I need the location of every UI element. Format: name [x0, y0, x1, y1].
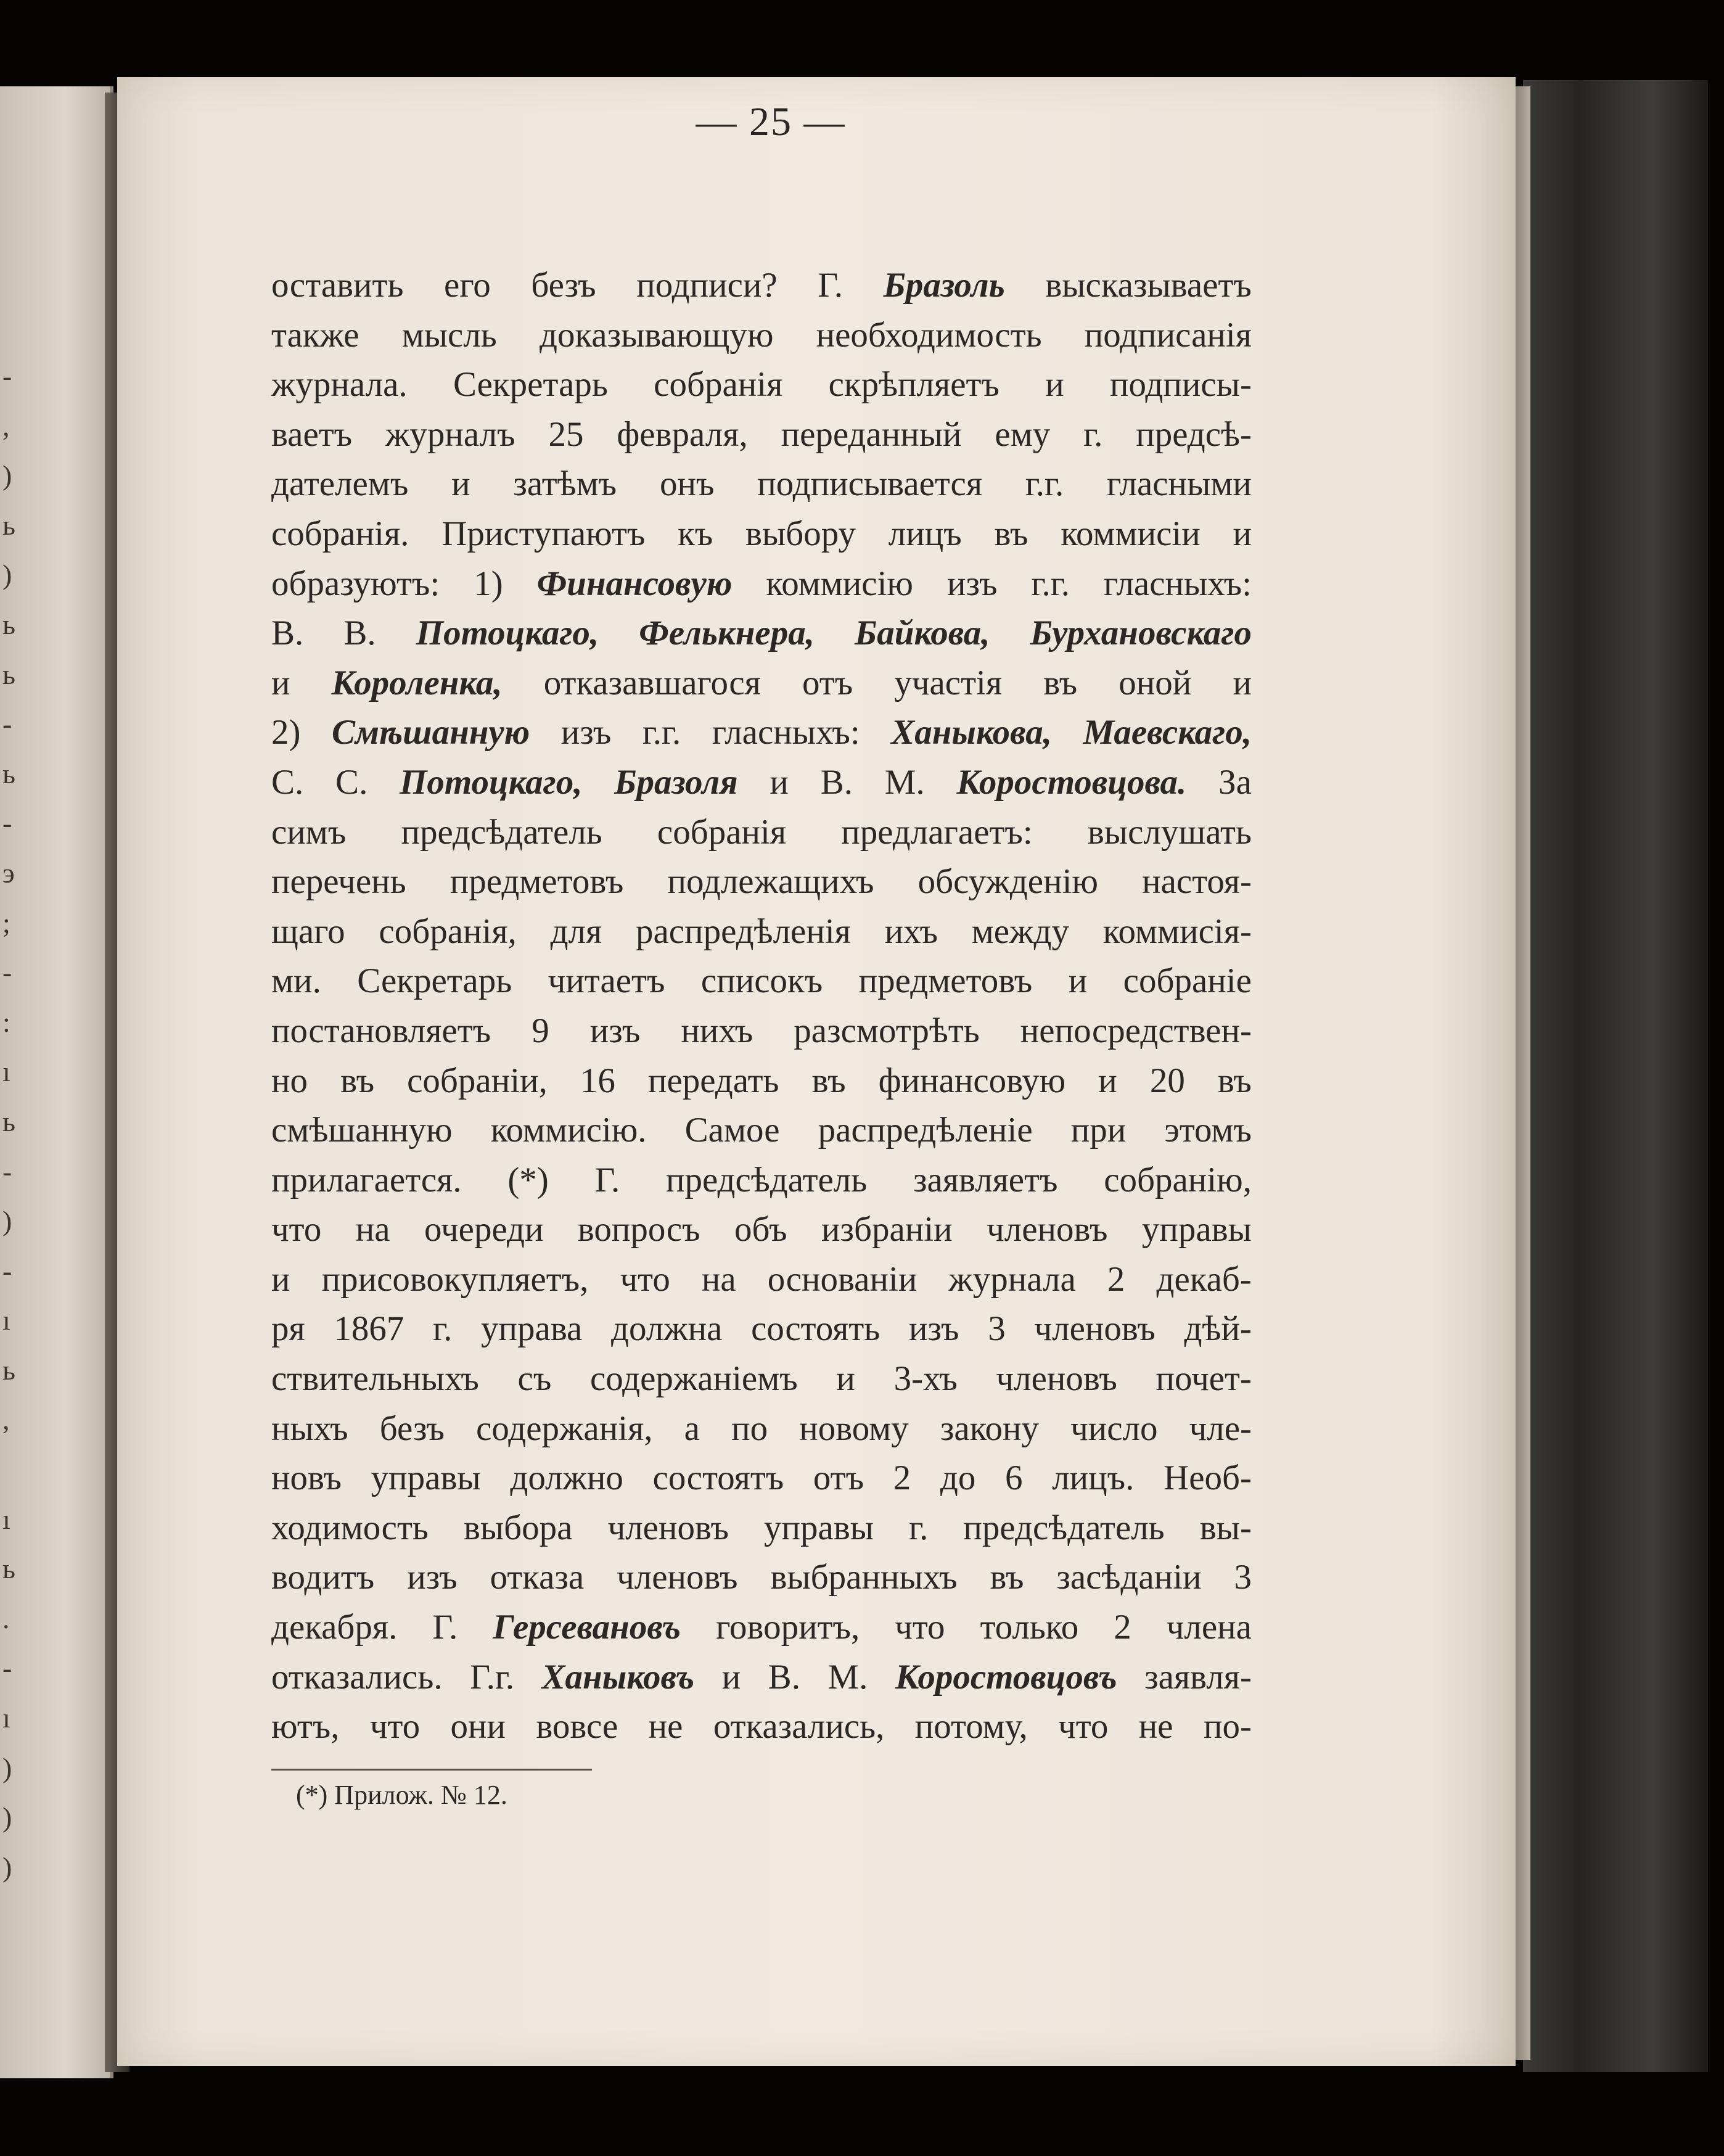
- word: 3: [1234, 1558, 1252, 1597]
- text-line: [271, 911, 1252, 961]
- word: собранія.: [271, 514, 409, 553]
- previous-page-fragment: -: [2, 1652, 12, 1684]
- word: только: [980, 1608, 1079, 1647]
- text-line: [271, 1508, 1252, 1558]
- word: щаго: [271, 911, 345, 951]
- word: ходимость: [271, 1508, 429, 1547]
- word: скрѣпляетъ: [828, 365, 1000, 405]
- previous-page-fragment: ;: [2, 907, 10, 939]
- word: декабря.: [271, 1608, 398, 1647]
- previous-page-fragment: ı: [2, 1056, 10, 1088]
- previous-page-fragment: :: [2, 1006, 10, 1038]
- word: подписывается: [757, 464, 983, 504]
- word: почет-: [1155, 1359, 1252, 1399]
- word: предсѣдатель: [665, 1160, 868, 1199]
- word: ныхъ: [271, 1409, 348, 1448]
- word: нихъ: [681, 1011, 753, 1050]
- word: въ: [1043, 663, 1078, 702]
- text-line: [271, 564, 1252, 614]
- word: для: [550, 911, 602, 951]
- word: и: [1045, 365, 1064, 405]
- word: предсѣдатель: [401, 812, 602, 852]
- previous-page-fragment: ı: [2, 1503, 10, 1535]
- italic-name: Финансовую: [536, 564, 733, 603]
- word: коммисія-: [1102, 911, 1252, 951]
- word: коммисіи: [1061, 514, 1201, 553]
- word: изъ: [407, 1558, 458, 1597]
- word: распредѣленія: [636, 911, 851, 951]
- word: новъ: [271, 1459, 342, 1498]
- word: управы: [1141, 1210, 1252, 1249]
- word: содержанія,: [476, 1409, 653, 1448]
- word: и: [770, 762, 789, 802]
- word: г.: [1083, 414, 1103, 454]
- previous-page-fragment: ): [2, 1751, 12, 1784]
- word: смѣшанную: [271, 1111, 453, 1150]
- word: избраніи: [821, 1210, 953, 1249]
- word: ихъ: [884, 911, 938, 951]
- word: г.г.: [1031, 564, 1070, 603]
- word: отказа: [490, 1558, 585, 1597]
- word: число: [1070, 1409, 1158, 1448]
- word: состоятъ: [652, 1459, 784, 1498]
- text-line: [271, 1359, 1252, 1409]
- previous-page-edge: [0, 86, 113, 2078]
- word: г.: [909, 1508, 929, 1547]
- word: Самое: [684, 1111, 780, 1150]
- previous-page-fragment: ,: [2, 1404, 10, 1436]
- word: вы-: [1199, 1508, 1252, 1547]
- word: С.: [335, 762, 368, 802]
- word: на: [355, 1210, 390, 1249]
- italic-name: Герсевановъ: [493, 1608, 681, 1647]
- word: содержаніемъ: [589, 1359, 798, 1399]
- text-line: [271, 1657, 1252, 1707]
- word: мысль: [401, 315, 497, 355]
- word: доказывающую: [539, 315, 774, 355]
- word: 2: [1114, 1608, 1131, 1647]
- word: члена: [1166, 1608, 1252, 1647]
- word: подписанія: [1084, 315, 1252, 355]
- word: оной: [1119, 663, 1192, 702]
- word: между: [971, 911, 1069, 951]
- text-line: [271, 1309, 1252, 1359]
- word: что: [271, 1210, 322, 1249]
- word: М.: [884, 762, 925, 802]
- word: 16: [580, 1061, 615, 1100]
- word: чле-: [1189, 1409, 1252, 1448]
- word: февраля,: [617, 414, 748, 454]
- word: и: [1068, 961, 1088, 1001]
- word: членовъ: [996, 1359, 1117, 1399]
- previous-page-fragment: -: [2, 1254, 12, 1286]
- word: этомъ: [1164, 1111, 1252, 1150]
- word: журнала: [948, 1259, 1076, 1299]
- word: предметовъ: [858, 961, 1033, 1001]
- italic-name: Фелькнера,: [639, 614, 815, 653]
- word: подписи?: [636, 266, 778, 305]
- text-line: [271, 1110, 1252, 1160]
- previous-page-fragment: ь: [2, 658, 15, 690]
- word: образуютъ:: [271, 564, 440, 603]
- previous-page-fragment: ): [2, 1801, 12, 1833]
- word: заявляетъ: [913, 1160, 1058, 1199]
- word: ря: [271, 1309, 305, 1349]
- italic-name: Бурхановскаго: [1030, 614, 1252, 653]
- previous-page-fragment: ь: [2, 509, 15, 541]
- word: передать: [647, 1061, 779, 1100]
- word: затѣмъ: [513, 464, 617, 504]
- footnote-divider: [271, 1769, 592, 1771]
- word: а: [684, 1409, 700, 1448]
- italic-name: Потоцкаго,: [400, 762, 583, 802]
- italic-name: Короленка,: [331, 663, 503, 702]
- word: дѣй-: [1184, 1309, 1252, 1349]
- previous-page-fragment: ı: [2, 1304, 10, 1336]
- word: оставить: [271, 266, 404, 305]
- word: В.: [271, 614, 304, 653]
- text-line: [271, 414, 1252, 464]
- word: лицъ: [888, 514, 962, 553]
- word: отказались.: [271, 1657, 443, 1697]
- word: выбору: [745, 514, 856, 553]
- word: собранія: [654, 365, 783, 405]
- word: 1867: [334, 1309, 404, 1349]
- word: обсужденію: [917, 862, 1098, 902]
- italic-name: Ханыковъ: [541, 1657, 695, 1697]
- word: (*): [507, 1160, 549, 1199]
- word: изъ: [560, 713, 612, 752]
- previous-page-fragment: -: [2, 807, 12, 839]
- word: должна: [611, 1309, 723, 1349]
- word: предлагаетъ:: [841, 812, 1033, 852]
- word: новому: [799, 1409, 909, 1448]
- word: Г.: [818, 266, 844, 305]
- word: гласными: [1107, 464, 1252, 504]
- previous-page-fragment: -: [2, 708, 12, 740]
- text-line: [271, 1409, 1252, 1459]
- previous-page-fragment: ): [2, 1851, 12, 1883]
- word: заявля-: [1144, 1657, 1252, 1697]
- word: Необ-: [1164, 1459, 1252, 1498]
- word: и: [836, 1359, 855, 1399]
- word: членовъ: [617, 1558, 738, 1597]
- text-line: [271, 315, 1252, 365]
- word: выбора: [463, 1508, 573, 1547]
- word: изъ: [909, 1309, 959, 1349]
- word: непосредствен-: [1020, 1011, 1252, 1050]
- word: предсѣдатель: [963, 1508, 1165, 1547]
- page-body-text: [271, 265, 1252, 1756]
- previous-page-fragment: ь: [2, 608, 15, 640]
- word: 2: [1107, 1259, 1125, 1299]
- word: закону: [940, 1409, 1039, 1448]
- previous-page-fragment: -: [2, 1155, 12, 1187]
- word: въ: [1217, 1061, 1252, 1100]
- text-line: [271, 762, 1252, 812]
- word: Приступаютъ: [441, 514, 646, 553]
- word: безъ: [379, 1409, 445, 1448]
- text-line: [271, 514, 1252, 564]
- word: что: [1058, 1707, 1109, 1747]
- word: Секретарь: [453, 365, 608, 405]
- word: 20: [1149, 1061, 1185, 1100]
- word: засѣданіи: [1056, 1558, 1202, 1597]
- previous-page-fragment: ): [2, 559, 12, 591]
- word: состоять: [751, 1309, 880, 1349]
- word: отказавшагося: [543, 663, 761, 702]
- word: гласныхъ:: [712, 713, 860, 752]
- word: собранію,: [1104, 1160, 1252, 1199]
- word: съ: [517, 1359, 552, 1399]
- text-line: [271, 1209, 1252, 1259]
- text-line: [271, 1160, 1252, 1210]
- word: списокъ: [700, 961, 823, 1001]
- word: его: [444, 266, 491, 305]
- text-line: [271, 1607, 1252, 1657]
- text-line: [271, 1259, 1252, 1309]
- word: управа: [481, 1309, 583, 1349]
- word: В.: [768, 1657, 800, 1697]
- word: гласныхъ:: [1103, 564, 1252, 603]
- word: и: [721, 1657, 741, 1697]
- word: 9: [532, 1011, 549, 1050]
- previous-page-text-fragments: [2, 352, 15, 1892]
- previous-page-fragment: .: [2, 1602, 10, 1634]
- previous-page-fragment: -: [2, 957, 12, 989]
- italic-name: Байкова,: [855, 614, 990, 653]
- word: онъ: [659, 464, 715, 504]
- text-line: [271, 265, 1252, 315]
- word: ютъ,: [271, 1707, 340, 1747]
- previous-page-fragment: [2, 1445, 15, 1495]
- word: М.: [827, 1657, 868, 1697]
- word: участія: [894, 663, 1003, 702]
- word: вопросъ: [577, 1210, 700, 1249]
- word: 25: [548, 414, 584, 454]
- word: собраніи,: [407, 1061, 548, 1100]
- previous-page-fragment: ): [2, 459, 12, 492]
- text-line: [271, 364, 1252, 414]
- word: ствительныхъ: [271, 1359, 479, 1399]
- word: управы: [371, 1459, 481, 1498]
- word: въ: [811, 1061, 846, 1100]
- word: очереди: [424, 1210, 544, 1249]
- word: управы: [764, 1508, 874, 1547]
- word: прилагается.: [271, 1160, 462, 1199]
- italic-name: Коростовцова.: [956, 762, 1187, 802]
- word: симъ: [271, 812, 347, 852]
- word: до: [940, 1459, 976, 1498]
- word: перечень: [271, 862, 406, 902]
- previous-page-fragment: ı: [2, 1702, 10, 1734]
- text-line: [271, 464, 1252, 514]
- word: основаніи: [767, 1259, 917, 1299]
- word: говоритъ,: [716, 1608, 860, 1647]
- word: въ: [994, 514, 1028, 553]
- word: В.: [343, 614, 376, 653]
- word: безъ: [531, 266, 596, 305]
- word: въ: [340, 1061, 375, 1100]
- word: потому,: [914, 1707, 1028, 1747]
- word: предсѣ-: [1136, 414, 1252, 454]
- word: читаетъ: [548, 961, 665, 1001]
- word: членовъ: [1034, 1309, 1155, 1349]
- word: членовъ: [987, 1210, 1108, 1249]
- previous-page-fragment: ь: [2, 757, 15, 789]
- previous-page-fragment: ь: [2, 1105, 15, 1137]
- word: 1): [474, 564, 503, 603]
- word: они: [450, 1707, 506, 1747]
- word: 2: [893, 1459, 911, 1498]
- italic-name: Бразоль: [883, 266, 1005, 305]
- footnote: (*) Прилож. № 12.: [296, 1780, 507, 1810]
- word: Г.: [432, 1608, 458, 1647]
- word: на: [701, 1259, 736, 1299]
- previous-page-fragment: ,: [2, 409, 10, 442]
- text-line: [271, 1458, 1252, 1508]
- word: вовсе: [536, 1707, 618, 1747]
- word: по-: [1203, 1707, 1252, 1747]
- text-line: [271, 613, 1252, 663]
- word: къ: [678, 514, 713, 553]
- word: декаб-: [1156, 1259, 1252, 1299]
- word: дателемъ: [271, 464, 409, 504]
- word: 2): [271, 713, 301, 752]
- italic-name: Потоцкаго,: [416, 614, 599, 653]
- italic-name: Бразоля: [614, 762, 738, 802]
- word: отъ: [802, 663, 853, 702]
- word: Г.: [594, 1160, 620, 1199]
- word: собраніе: [1123, 961, 1252, 1001]
- previous-page-fragment: -: [2, 360, 12, 392]
- word: переданный: [781, 414, 962, 454]
- word: финансовую: [878, 1061, 1066, 1100]
- page-number: — 25 —: [696, 99, 846, 144]
- word: 3: [988, 1309, 1006, 1349]
- word: но: [271, 1061, 308, 1100]
- word: распредѣленіе: [818, 1111, 1033, 1150]
- word: ваетъ: [271, 414, 353, 454]
- word: Г.г.: [470, 1657, 515, 1697]
- text-line: [271, 712, 1252, 762]
- word: членовъ: [607, 1508, 729, 1547]
- word: и: [1233, 663, 1252, 702]
- word: разсмотрѣть: [794, 1011, 980, 1050]
- word: выслушать: [1087, 812, 1252, 852]
- word: собранія,: [379, 911, 517, 951]
- previous-page-fragment: ь: [2, 1354, 15, 1386]
- word: журналъ: [385, 414, 515, 454]
- word: коммисію: [766, 564, 913, 603]
- italic-name: Ханыкова,: [891, 713, 1052, 752]
- word: подписы-: [1109, 365, 1252, 405]
- word: необходимость: [816, 315, 1042, 355]
- word: и: [1098, 1061, 1117, 1100]
- previous-page-fragment: ь: [2, 1553, 15, 1585]
- word: также: [271, 315, 359, 355]
- word: водитъ: [271, 1558, 375, 1597]
- word: по: [731, 1409, 768, 1448]
- word: присовокупляетъ,: [321, 1259, 589, 1299]
- word: выбранныхъ: [770, 1558, 958, 1597]
- word: настоя-: [1142, 862, 1252, 902]
- word: отъ: [813, 1459, 864, 1498]
- word: лицъ.: [1052, 1459, 1135, 1498]
- word: и: [271, 1259, 290, 1299]
- word: коммисію.: [490, 1111, 647, 1150]
- word: предметовъ: [449, 862, 624, 902]
- word: постановляетъ: [271, 1011, 491, 1050]
- word: и: [271, 663, 290, 702]
- word: г.г.: [1025, 464, 1064, 504]
- book-cover: [1523, 80, 1708, 2072]
- word: В.: [820, 762, 853, 802]
- word: отказались,: [713, 1707, 885, 1747]
- text-line: [271, 862, 1252, 911]
- word: собранія: [657, 812, 787, 852]
- word: не: [648, 1707, 683, 1747]
- word: Секретарь: [357, 961, 512, 1001]
- previous-page-fragment: э: [2, 857, 15, 889]
- word: 3-хъ: [893, 1359, 958, 1399]
- word: подлежащихъ: [667, 862, 874, 902]
- word: ему: [995, 414, 1051, 454]
- text-line: [271, 663, 1252, 713]
- word: и: [1233, 514, 1252, 553]
- text-line: [271, 812, 1252, 862]
- word: и: [451, 464, 470, 504]
- word: должно: [510, 1459, 623, 1498]
- word: ми.: [271, 961, 321, 1001]
- word: г.: [433, 1309, 453, 1349]
- word: высказываетъ: [1045, 266, 1252, 305]
- text-line: [271, 1557, 1252, 1607]
- word: изъ: [589, 1011, 641, 1050]
- word: не: [1138, 1707, 1173, 1747]
- word: За: [1218, 762, 1252, 802]
- word: г.г.: [642, 713, 681, 752]
- italic-name: Маевскаго,: [1083, 713, 1252, 752]
- word: при: [1070, 1111, 1127, 1150]
- text-line: [271, 1061, 1252, 1111]
- word: въ: [990, 1558, 1024, 1597]
- word: 6: [1005, 1459, 1023, 1498]
- word: что: [620, 1259, 670, 1299]
- text-line: [271, 1011, 1252, 1061]
- word: что: [369, 1707, 421, 1747]
- word: изъ: [947, 564, 998, 603]
- word: журнала.: [271, 365, 408, 405]
- previous-page-fragment: ): [2, 1205, 12, 1237]
- italic-name: Коростовцовъ: [895, 1657, 1117, 1697]
- word: что: [895, 1608, 945, 1647]
- italic-name: Смѣшанную: [332, 713, 530, 752]
- word: объ: [734, 1210, 787, 1249]
- text-line: [271, 961, 1252, 1011]
- text-line: [271, 1706, 1252, 1756]
- word: С.: [271, 762, 304, 802]
